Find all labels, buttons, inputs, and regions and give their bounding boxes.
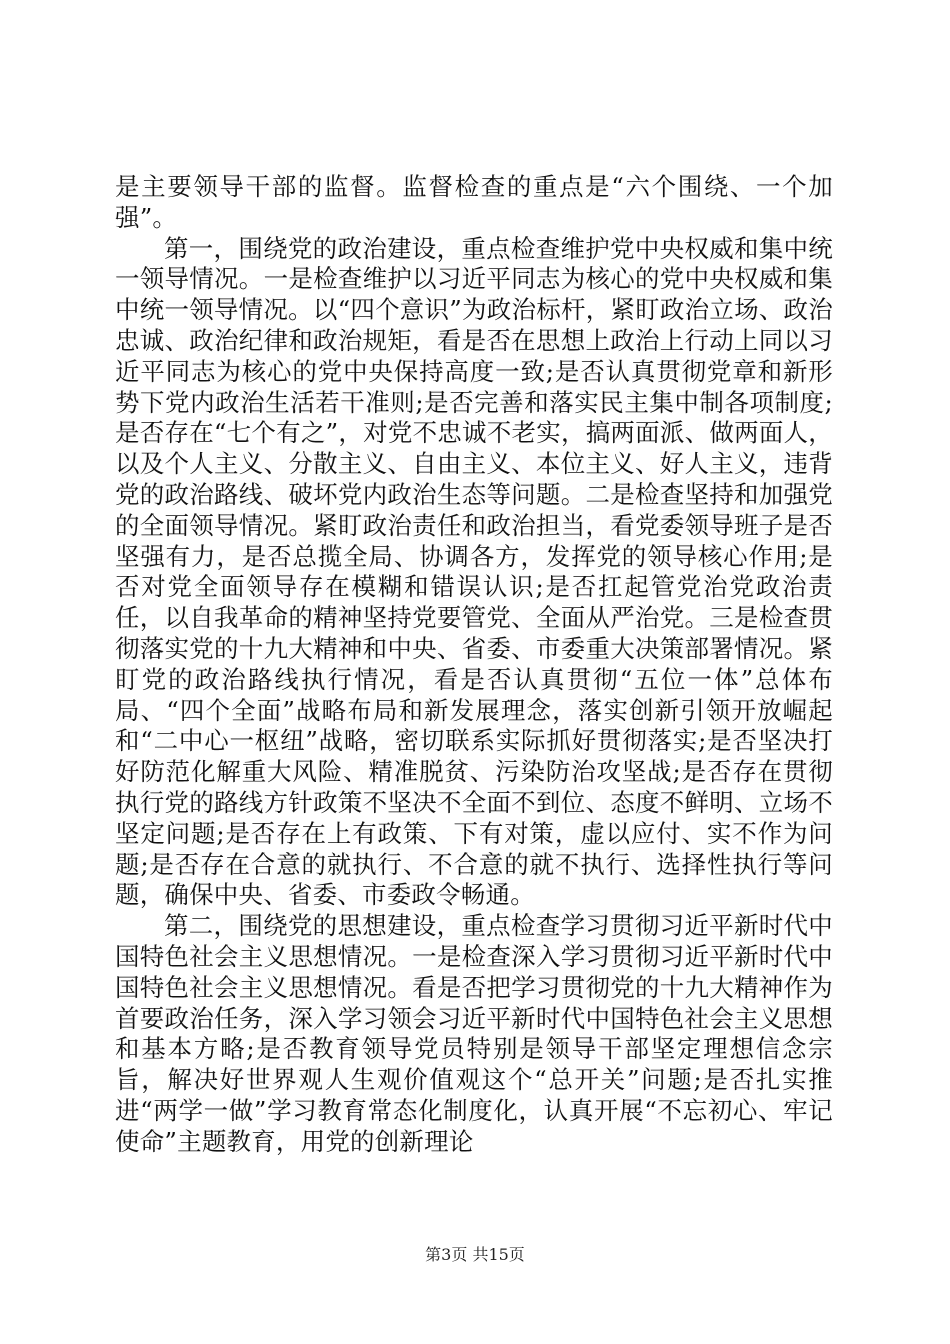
document-body — [115, 172, 833, 1158]
paragraph-continuation: 是主要领导干部的监督。监督检查的重点是“六个围绕、一个加强”。 — [115, 172, 833, 232]
paragraph-political-building: 第一，围绕党的政治建设，重点检查维护党中央权威和集中统一领导情况。一是检查维护以习近平同志为核心的党中央权威和集中统一领导情况。以“四个意识”为政治标杆，紧盯政治立场、政治忠诚、政治纪律和政治规矩，看是否在思想上政治上行动上同以习近平同志为核心的党中央保持高度一致;是否认真贯彻党章和新形势下党内政治生活若干准则;是否完善和落实民主集中制各项制度;是否存在“七个有之”，对党不忠诚不老实，搞两面派、做两面人，以及个人主义、分散主义、自由主义、本位主义、好人主义，违背党的政治路线、破坏党内政治生态等问题。二是检查坚持和加强党的全面领导情况。紧盯政治责任和政治担当，看党委领导班子是否坚强有力，是否总揽全局、协调各方，发挥党的领导核心作用;是否对党全面领导存在模糊和错误认识;是否扛起管党治党政治责任，以自我革命的精神坚持党要管党、全面从严治党。三是检查贯彻落实党的十九大精神和中央、省委、市委重大决策部署情况。紧盯党的政治路线执行情况，看是否认真贯彻“五位一体”总体布局、“四个全面”战略布局和新发展理念，落实创新引领开放崛起和“二中心一枢纽”战略，密切联系实际抓好贯彻落实;是否坚决打好防范化解重大风险、精准脱贫、污染防治攻坚战;是否存在贯彻执行党的路线方针政策不坚决不全面不到位、态度不鲜明、立场不坚定问题;是否存在上有政策、下有对策，虚以应付、实不作为问题;是否存在合意的就执行、不合意的就不执行、选择性执行等问题，确保中央、省委、市委政令畅通。 — [115, 233, 833, 910]
page-number-footer: 第3页 共15页 — [425, 1245, 525, 1264]
paragraph-ideological-building: 第二，围绕党的思想建设，重点检查学习贯彻习近平新时代中国特色社会主义思想情况。一是检查深入学习贯彻习近平新时代中国特色社会主义思想情况。看是否把学习贯彻党的十九大精神作为首要政治任务，深入学习领会习近平新时代中国特色社会主义思想和基本方略;是否教育领导党员特别是领导干部坚定理想信念宗旨，解决好世界观人生观价值观这个“总开关”问题;是否扎实推进“两学一做”学习教育常态化制度化，认真开展“不忘初心、牢记使命”主题教育，用党的创新理论 — [115, 911, 833, 1156]
